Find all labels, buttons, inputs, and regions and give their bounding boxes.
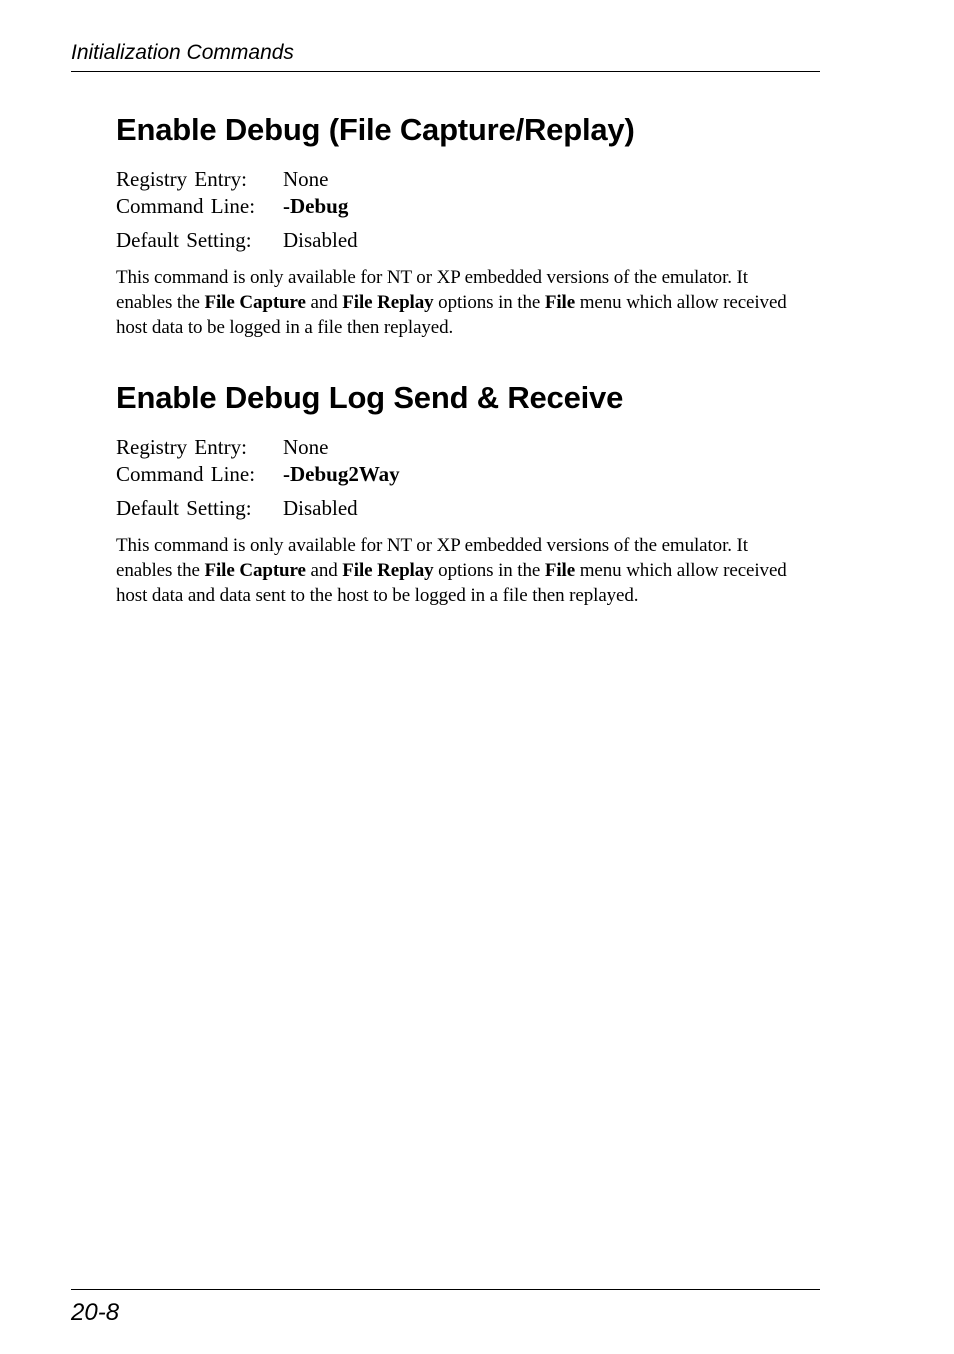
section-description — [116, 533, 806, 608]
header-rule — [71, 71, 820, 72]
description-text: options in the — [433, 560, 545, 581]
default-setting-row — [116, 227, 816, 254]
command-line-label: Command Line: — [116, 462, 256, 486]
description-text: and — [305, 292, 343, 313]
command-line-row — [116, 461, 816, 488]
running-header: Initialization Commands — [71, 41, 294, 64]
command-line-label: Command Line: — [116, 194, 256, 218]
registry-entry-row — [116, 166, 816, 193]
section-title: Enable Debug (File Capture/Replay) — [116, 112, 635, 147]
file-replay-term: File Replay — [342, 292, 434, 313]
description-text: options in the — [433, 292, 545, 313]
file-capture-term: File Capture — [204, 560, 306, 581]
description-text: menu which allow received host data to be logged in a file then replayed. — [116, 292, 787, 338]
description-text: menu which allow received host data and data sent to the host to be logged in a file then replayed. — [116, 560, 787, 606]
registry-entry-value: None — [283, 167, 329, 191]
description-text: This command is only available for NT or XP embedded versions of the emulator. It enables the — [116, 267, 748, 313]
default-setting-value: Disabled — [283, 228, 358, 252]
default-setting-label: Default Setting: — [116, 496, 252, 520]
file-replay-term: File Replay — [342, 560, 434, 581]
registry-entry-label: Registry Entry: — [116, 435, 247, 459]
page-number: 20-8 — [71, 1299, 120, 1326]
footer-rule — [71, 1289, 820, 1290]
file-menu-term: File — [544, 560, 576, 581]
section-title: Enable Debug Log Send & Receive — [116, 380, 624, 415]
registry-entry-label: Registry Entry: — [116, 167, 247, 191]
command-line-value: -Debug2Way — [283, 462, 400, 486]
default-setting-label: Default Setting: — [116, 228, 252, 252]
description-text: This command is only available for NT or XP embedded versions of the emulator. It enables the — [116, 535, 748, 581]
default-setting-value: Disabled — [283, 496, 358, 520]
file-capture-term: File Capture — [204, 292, 306, 313]
registry-entry-value: None — [283, 435, 329, 459]
default-setting-row — [116, 495, 816, 522]
section-enable-debug-log — [116, 378, 816, 608]
command-line-row — [116, 193, 816, 220]
section-enable-debug — [116, 110, 816, 340]
registry-entry-row — [116, 434, 816, 461]
file-menu-term: File — [544, 292, 576, 313]
section-description — [116, 265, 806, 340]
description-text: and — [305, 560, 343, 581]
command-line-value: -Debug — [283, 194, 349, 218]
